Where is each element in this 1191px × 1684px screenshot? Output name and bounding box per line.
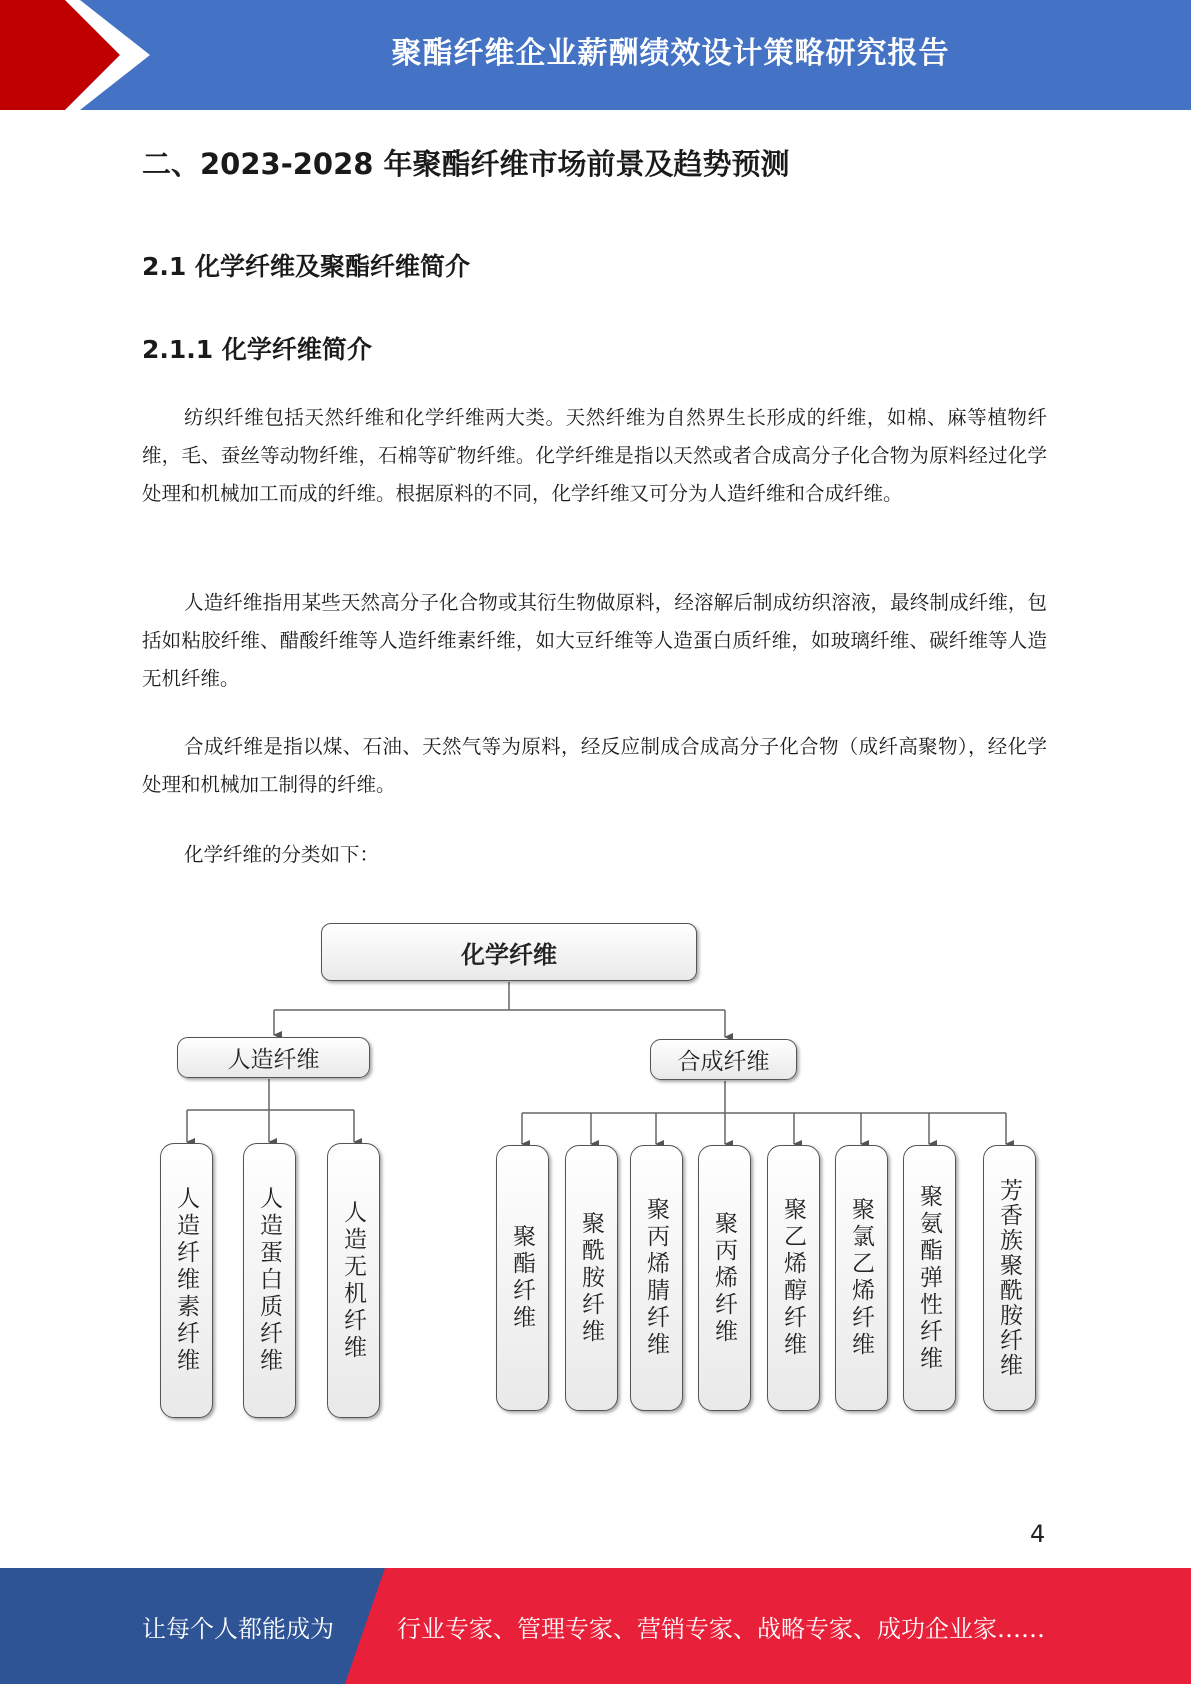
diagram-leaf: 聚乙烯醇纤维 (767, 1145, 820, 1411)
diagram-leaf: 人造纤维素纤维 (160, 1143, 213, 1418)
diagram-leaf: 聚氨酯弹性纤维 (903, 1145, 956, 1411)
diagram-leaf: 聚丙烯纤维 (698, 1145, 751, 1411)
paragraph-classification-intro: 化学纤维的分类如下： (184, 843, 380, 866)
diagram-leaf: 聚酰胺纤维 (565, 1145, 618, 1411)
section-heading: 二、2023-2028 年聚酯纤维市场前景及趋势预测 (142, 147, 790, 181)
page-number: 4 (1030, 1520, 1046, 1548)
diagram-leaf: 人造蛋白质纤维 (243, 1143, 296, 1418)
fiber-classification-diagram (0, 900, 1191, 1440)
paragraph-synthetic-fibers: 合成纤维是指以煤、石油、天然气等为原料，经反应制成合成高分子化合物（成纤高聚物），经化学处理和机械加工制得的纤维。 (142, 735, 1047, 796)
diagram-node-synthetic: 合成纤维 (650, 1039, 797, 1080)
subsubsection-heading: 2.1.1 化学纤维简介 (142, 335, 372, 364)
paragraph-textile-fibers: 纺织纤维包括天然纤维和化学纤维两大类。天然纤维为自然界生长形成的纤维，如棉、麻等植物纤维，毛、蚕丝等动物纤维，石棉等矿物纤维。化学纤维是指以天然或者合成高分子化合物为原料经过化学处理和机械加工而成的纤维。根据原料的不同，化学纤维又可分为人造纤维和合成纤维。 (142, 406, 1047, 505)
paragraph-artificial-fibers: 人造纤维指用某些天然高分子化合物或其衍生物做原料，经溶解后制成纺织溶液，最终制成纤维，包括如粘胶纤维、醋酸纤维等人造纤维素纤维，如大豆纤维等人造蛋白质纤维，如玻璃纤维、碳纤维等人造无机纤维。 (142, 591, 1047, 690)
header-banner (0, 0, 1191, 110)
diagram-leaf: 芳香族聚酰胺纤维 (983, 1145, 1036, 1411)
header-title: 聚酯纤维企业薪酬绩效设计策略研究报告 (391, 36, 950, 71)
diagram-leaf: 人造无机纤维 (327, 1143, 380, 1418)
diagram-root-node: 化学纤维 (321, 923, 697, 981)
subsection-heading: 2.1 化学纤维及聚酯纤维简介 (142, 252, 470, 281)
footer-slogan-right: 行业专家、管理专家、营销专家、战略专家、成功企业家…… (397, 1614, 1045, 1643)
diagram-node-artificial: 人造纤维 (177, 1037, 370, 1078)
diagram-leaf: 聚丙烯腈纤维 (630, 1145, 683, 1411)
diagram-leaf: 聚氯乙烯纤维 (835, 1145, 888, 1411)
footer-slogan-left: 让每个人都能成为 (142, 1614, 334, 1643)
diagram-leaf: 聚酯纤维 (496, 1145, 549, 1411)
header-red-chevron (0, 0, 160, 110)
footer-banner (0, 1568, 1191, 1684)
